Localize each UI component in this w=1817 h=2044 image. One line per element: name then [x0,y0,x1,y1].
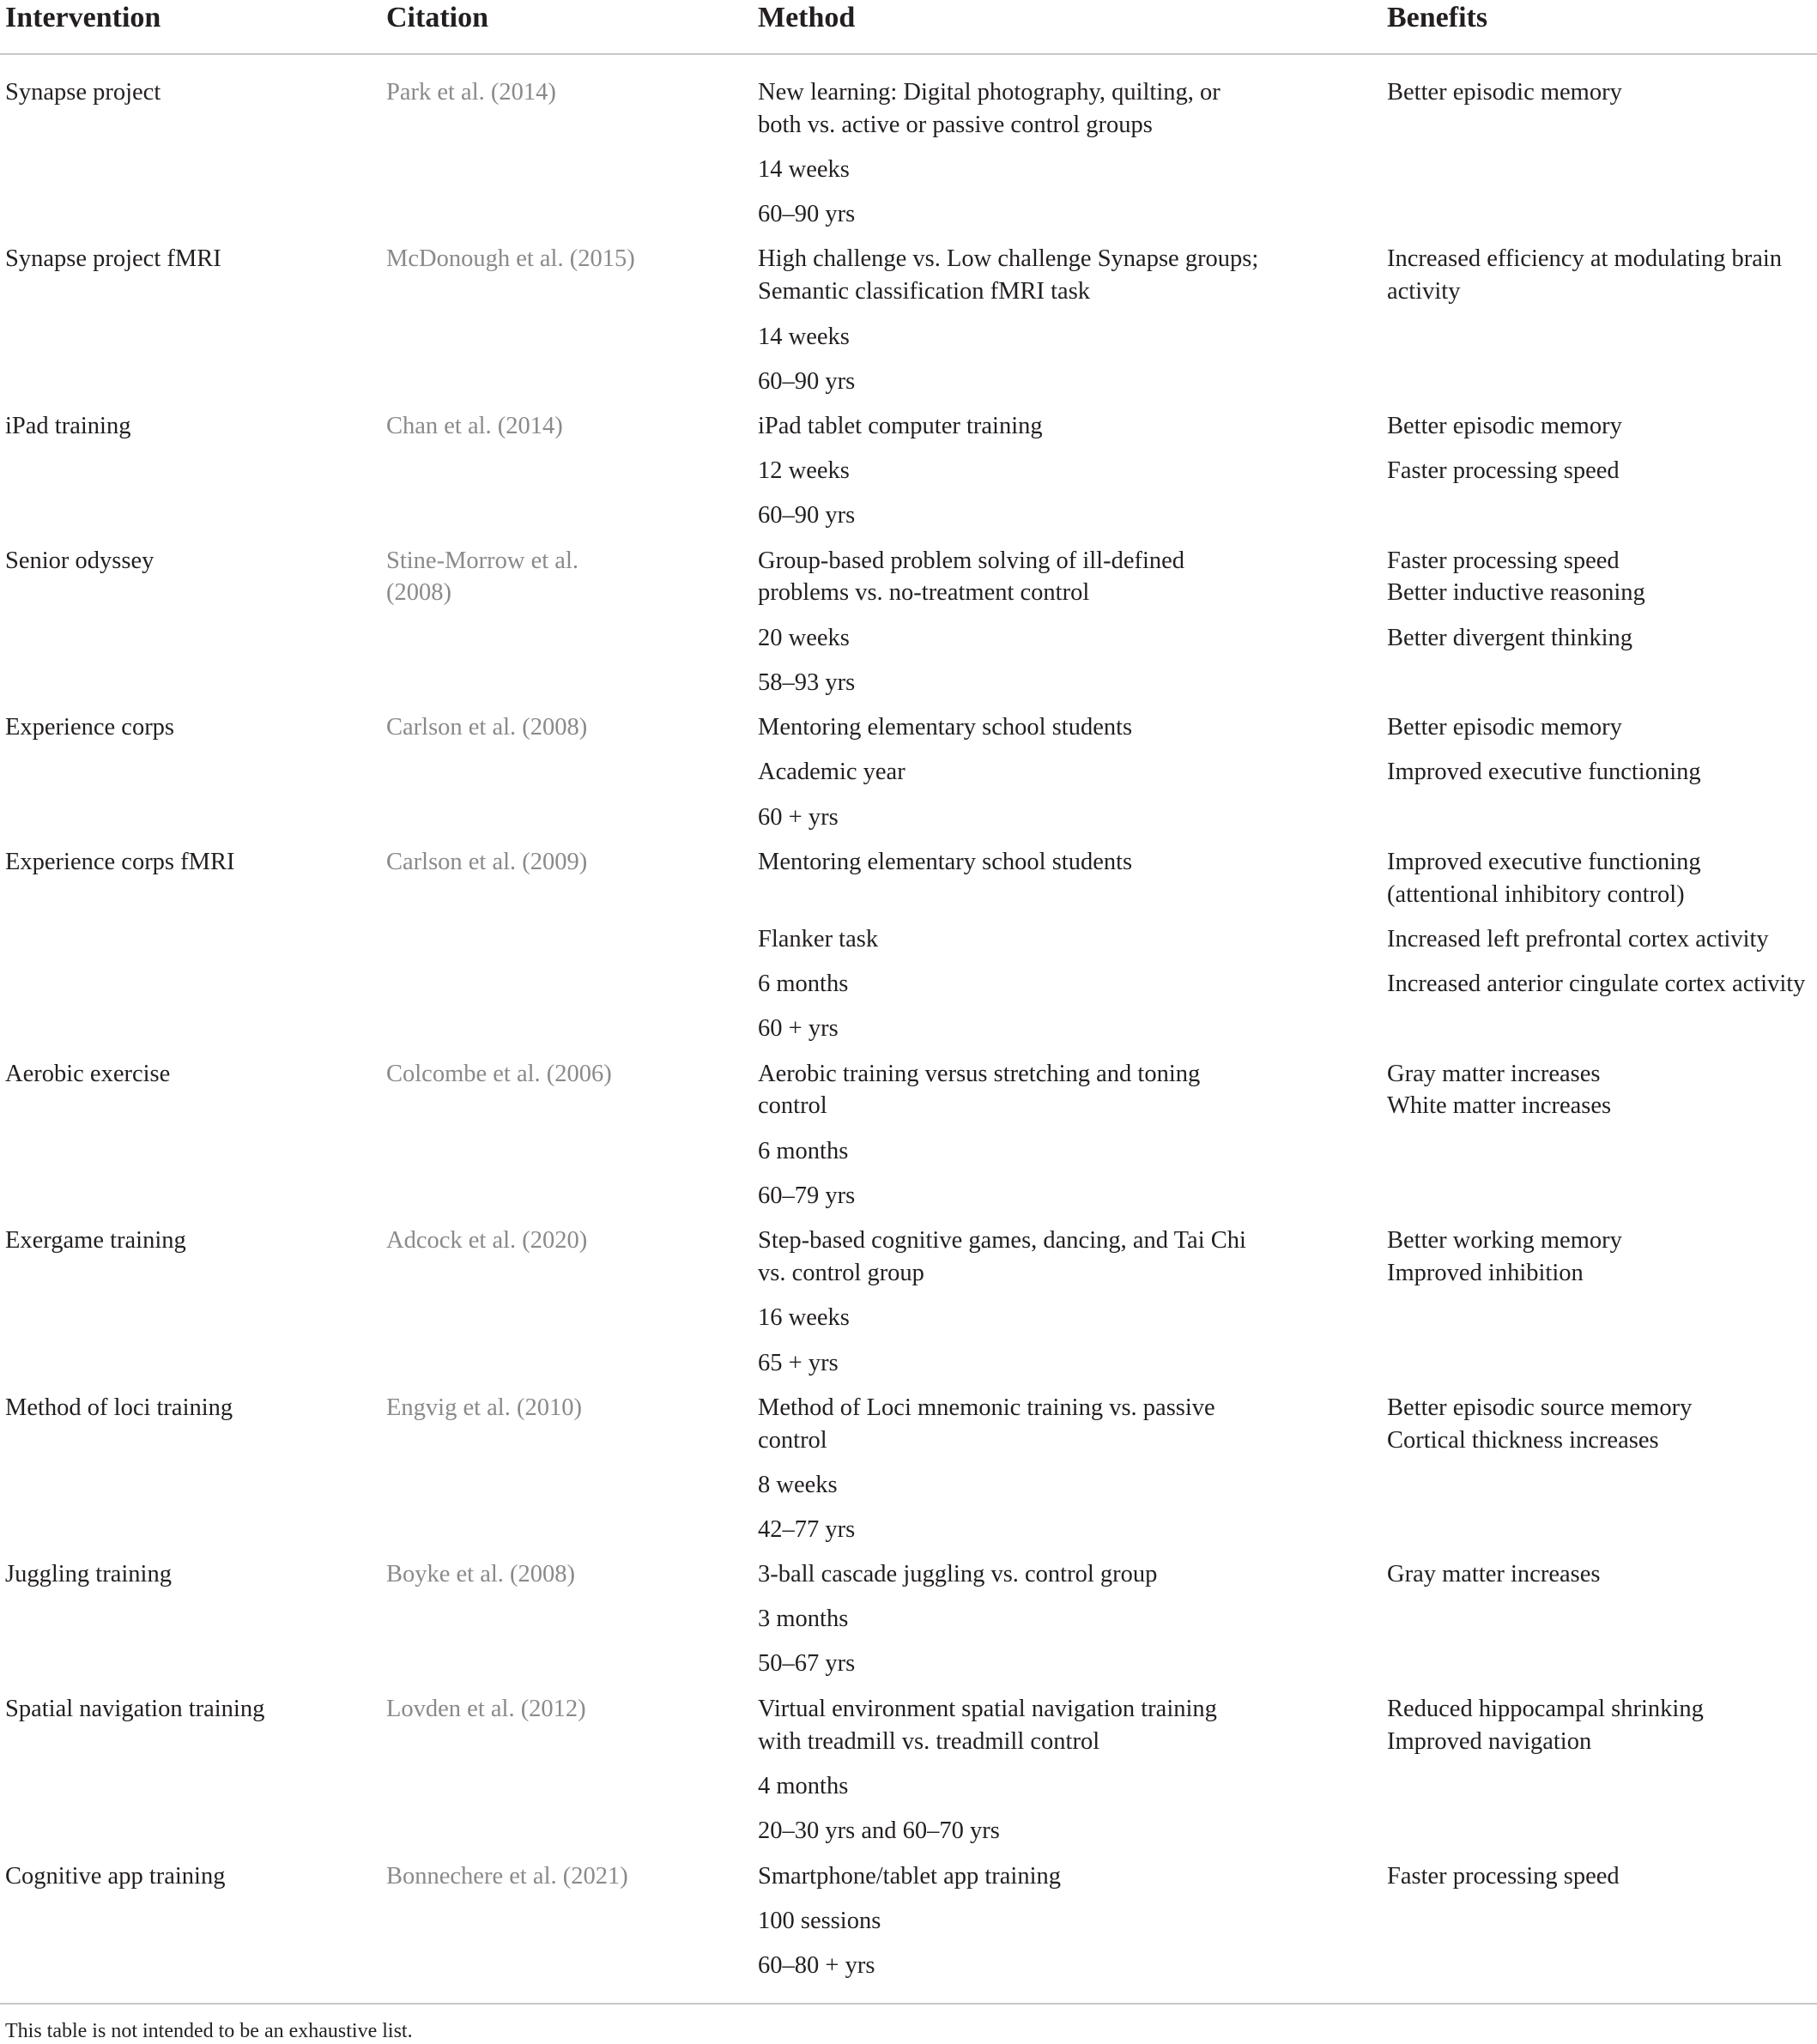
method-cell: control [758,1427,827,1454]
method-cell: 8 weeks [758,1472,838,1498]
footer-rule [0,2003,1817,2005]
benefit-cell: Increased anterior cingulate cortex activity [1387,971,1806,997]
method-cell: 20 weeks [758,625,850,651]
method-cell: problems vs. no-treatment control [758,579,1090,606]
method-cell: Group-based problem solving of ill-defined [758,547,1185,574]
citation-cell: Park et al. (2014) [386,79,556,106]
method-cell: Virtual environment spatial navigation training [758,1696,1217,1722]
method-cell: 60 + yrs [758,1015,839,1042]
header-intervention: Intervention [5,2,161,33]
method-cell: Semantic classification fMRI task [758,278,1091,305]
citation-cell: Carlson et al. (2008) [386,714,588,741]
method-cell: 60–90 yrs [758,201,856,227]
method-cell: Method of Loci mnemonic training vs. passive [758,1394,1215,1421]
method-cell: 58–93 yrs [758,669,856,696]
method-cell: 6 months [758,1138,849,1164]
table-footnote: This table is not intended to be an exhaustive list. [5,2020,413,2042]
benefit-cell: Better episodic memory [1387,413,1622,439]
method-cell: Smartphone/tablet app training [758,1863,1061,1890]
citation-cell: (2008) [386,579,451,606]
header-benefits: Benefits [1387,2,1488,33]
citation-cell: Engvig et al. (2010) [386,1394,582,1421]
method-cell: 60–79 yrs [758,1182,856,1209]
benefit-cell: Gray matter increases [1387,1061,1601,1087]
method-cell: High challenge vs. Low challenge Synapse groups; [758,245,1259,272]
benefit-cell: White matter increases [1387,1092,1612,1119]
benefit-cell: Better working memory [1387,1227,1622,1254]
benefit-cell: Faster processing speed [1387,1863,1620,1890]
intervention-cell: Experience corps fMRI [5,849,235,875]
intervention-cell: Aerobic exercise [5,1061,171,1087]
citation-cell: Bonnechere et al. (2021) [386,1863,628,1890]
method-cell: 14 weeks [758,156,850,183]
method-cell: 100 sessions [758,1908,881,1934]
method-cell: iPad tablet computer training [758,413,1043,439]
header-rule [0,53,1817,55]
method-cell: 20–30 yrs and 60–70 yrs [758,1817,1000,1844]
method-cell: 6 months [758,971,849,997]
intervention-cell: Synapse project fMRI [5,245,221,272]
benefit-cell: Increased left prefrontal cortex activity [1387,926,1769,952]
method-cell: 3-ball cascade juggling vs. control group [758,1561,1158,1587]
intervention-cell: Cognitive app training [5,1863,226,1890]
intervention-cell: Senior odyssey [5,547,154,574]
method-cell: both vs. active or passive control groups [758,112,1153,138]
benefit-cell: Improved navigation [1387,1728,1592,1755]
intervention-cell: Experience corps [5,714,175,741]
citation-cell: McDonough et al. (2015) [386,245,635,272]
intervention-cell: Spatial navigation training [5,1696,265,1722]
method-cell: 3 months [758,1606,849,1632]
method-cell: control [758,1092,827,1119]
method-cell: 42–77 yrs [758,1516,856,1543]
method-cell: 65 + yrs [758,1350,839,1376]
citation-cell: Colcombe et al. (2006) [386,1061,612,1087]
benefit-cell: Cortical thickness increases [1387,1427,1659,1454]
method-cell: Academic year [758,759,905,785]
method-cell: 60–90 yrs [758,368,856,395]
method-cell: 60–90 yrs [758,502,856,529]
method-cell: Mentoring elementary school students [758,714,1133,741]
benefit-cell: Better episodic memory [1387,714,1622,741]
citation-cell: Carlson et al. (2009) [386,849,588,875]
benefit-cell: Better inductive reasoning [1387,579,1645,606]
benefit-cell: activity [1387,278,1461,305]
citation-cell: Boyke et al. (2008) [386,1561,576,1587]
method-cell: vs. control group [758,1260,924,1286]
method-cell: Mentoring elementary school students [758,849,1133,875]
method-cell: 12 weeks [758,457,850,484]
method-cell: 14 weeks [758,324,850,350]
citation-cell: Chan et al. (2014) [386,413,563,439]
benefit-cell: Improved executive functioning [1387,759,1701,785]
method-cell: Flanker task [758,926,879,952]
benefit-cell: Reduced hippocampal shrinking [1387,1696,1704,1722]
method-cell: 60–80 + yrs [758,1952,875,1979]
method-cell: Step-based cognitive games, dancing, and Tai Chi [758,1227,1246,1254]
benefit-cell: Improved executive functioning [1387,849,1701,875]
citation-cell: Adcock et al. (2020) [386,1227,588,1254]
method-cell: New learning: Digital photography, quilting, or [758,79,1220,106]
method-cell: 16 weeks [758,1304,850,1331]
header-method: Method [758,2,856,33]
benefit-cell: Gray matter increases [1387,1561,1601,1587]
intervention-cell: iPad training [5,413,131,439]
citation-cell: Stine-Morrow et al. [386,547,578,574]
method-cell: 4 months [758,1773,849,1799]
benefit-cell: Increased efficiency at modulating brain [1387,245,1783,272]
method-cell: Aerobic training versus stretching and toning [758,1061,1201,1087]
benefit-cell: Faster processing speed [1387,547,1620,574]
benefit-cell: Better episodic source memory [1387,1394,1693,1421]
intervention-cell: Exergame training [5,1227,186,1254]
method-cell: 60 + yrs [758,804,839,831]
benefit-cell: Better divergent thinking [1387,625,1633,651]
benefit-cell: (attentional inhibitory control) [1387,881,1685,908]
method-cell: with treadmill vs. treadmill control [758,1728,1100,1755]
method-cell: 50–67 yrs [758,1650,856,1677]
intervention-cell: Synapse project [5,79,161,106]
benefit-cell: Improved inhibition [1387,1260,1584,1286]
intervention-cell: Juggling training [5,1561,172,1587]
intervention-cell: Method of loci training [5,1394,233,1421]
header-citation: Citation [386,2,488,33]
benefit-cell: Better episodic memory [1387,79,1622,106]
citation-cell: Lovden et al. (2012) [386,1696,586,1722]
benefit-cell: Faster processing speed [1387,457,1620,484]
